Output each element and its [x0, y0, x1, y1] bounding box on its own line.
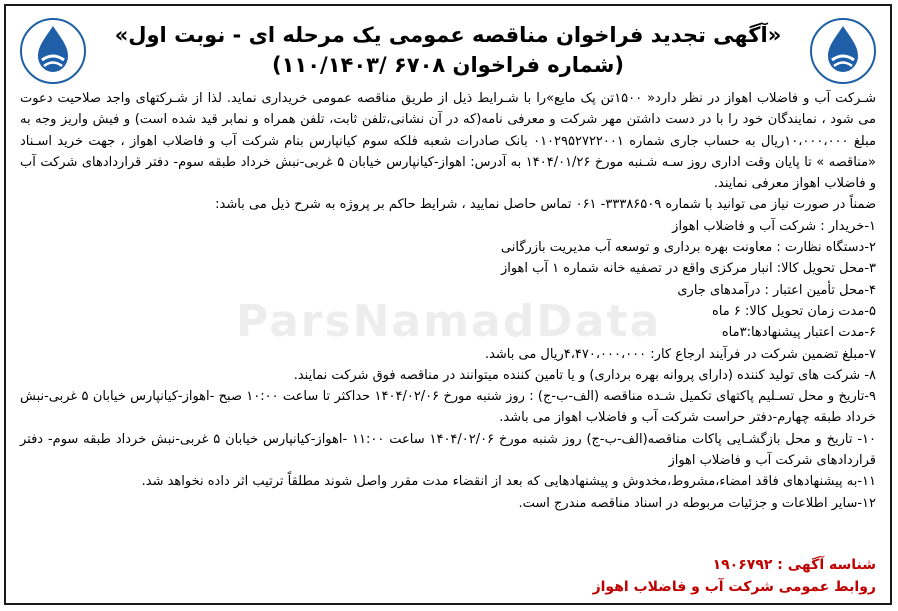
ad-id: شناسه آگهی : ۱۹۰۶۷۹۲ — [712, 557, 876, 573]
company-logo-left — [18, 16, 88, 86]
condition-item: ۴-محل تأمین اعتبار : درآمدهای جاری — [677, 282, 876, 298]
public-relations: روابط عمومی شرکت آب و فاضلاب اهواز — [592, 579, 876, 595]
condition-item: ۱۰- تاریخ و محل بازگشـایی پاکات مناقصه(الف-ب-ج) روز شنبه مورخ ۱۴۰۴/۰۲/۰۶ ساعت ۱۱:۰۰ -اهواز-کیانپارس خیابان ۵ غربی-نبش خرداد طبقه سوم- دفتر قراردادهای شرکت آب و فاضلاب اهواز — [20, 431, 877, 469]
page-title — [96, 20, 800, 80]
condition-item: ۶-مدت اعتبار پیشنهادها:۳ماه — [721, 325, 876, 341]
title-line-2: (شماره فراخوان ۶۷۰۸ /۱۱۰/۱۴۰۳) — [271, 53, 625, 77]
condition-item: ۱-خریدار : شرکت آب و فاضلاب اهواز — [672, 218, 876, 234]
condition-item: ۹-تاریخ و محل تسـلیم پاکتهای تکمیل شـده مناقصه (الف-ب-ج) : روز شنبه مورخ ۱۴۰۴/۰۲/۰۶ حداکثر تا ساعت ۱۰:۰۰ صبح -اهواز-کیانپارس خیابان ۵ غربی-نبش خرداد طبقه چهارم-دفتر حراست شرکت آب و فاضلاب اهواز می باشد. — [20, 389, 876, 426]
company-logo-right — [808, 16, 878, 86]
condition-item: ۵-مدت زمان تحویل کالا: ۶ ماه — [712, 303, 876, 319]
condition-item: ۱۱-به پیشنهادهای فاقد امضاء،مشروط،مخدوش و پیشنهادهایی که بعد از انقضاء مدت مقرر واصل شوند مطلقاً ترتیب اثر داده نخواهد شد. — [141, 474, 876, 490]
advertisement-frame — [4, 4, 892, 605]
condition-item: ۸- شرکت های تولید کننده (دارای پروانه بهره برداری) و یا تامین کننده میتوانند در مناقصه فوق شرکت نمایند. — [293, 367, 876, 383]
watermark: ParsNamadData — [236, 296, 662, 347]
advertisement-body — [20, 88, 876, 514]
condition-item: ۷-مبلغ تضمین شرکت در فرآیند ارجاع کار: ۴،۴۷۰،۰۰۰،۰۰۰ریال می باشد. — [484, 346, 876, 362]
condition-item: ۲-دستگاه نظارت : معاونت بهره برداری و توسعه آب مدیریت بازرگانی — [500, 240, 876, 256]
intro-paragraph: شـرکت آب و فاضلاب اهواز در نظر دارد« ۱۵۰۰تن پک مایع»را با شـرایط ذیل از طریق مناقصه عمومی خریداری نماید. لذا از شـرکتهای واجد صلاحیت دعوت می شود ، نمایندگان خود را با در دست داشتن مهر شرکت و معرفی نامه(که در آن نشانی،تلفن ثابت، تلفن همراه و نمابر قید شده است) و فیش واریز وجه به مبلغ ۱۰،۰۰۰،۰۰۰ریال به حساب جاری شماره ۰۱۰۲۹۵۲۷۲۲۰۰۱ بانک صادرات شعبه فلکه سوم کیانپارس بنام شرکت آب و فاضلاب اهواز ، جهت خرید اسـناد «مناقصه » تا پایان وقت اداری روز سـه شـنبه مورخ ۱۴۰۴/۰۱/۲۶ به آدرس: اهواز-کیانپارس خیابان ۵ غربی-نبش خرداد طبقه سوم- دفتر قراردادهای شرکت آب و فاضلاب اهواز معرفی نمایند. — [20, 91, 877, 192]
title-line-1: «آگهی تجدید فراخوان مناقصه عمومی یک مرحله ای - نوبت اول» — [114, 23, 782, 47]
condition-item: ۳-محل تحویل کالا: انبار مرکزی واقع در تصفیه خانه شماره ۱ آب اهواز — [500, 261, 876, 277]
contact-paragraph: ضمناً در صورت نیاز می توانید با شماره ۳۳۳۸۶۵۰۹- ۰۶۱ تماس حاصل نمایید ، شرایط حاکم بر پروژه به شرح ذیل می باشد: — [215, 197, 876, 213]
condition-item: ۱۲-سایر اطلاعات و جزئیات مربوطه در اسناد مناقصه مندرج است. — [518, 495, 876, 511]
footer — [593, 554, 876, 598]
